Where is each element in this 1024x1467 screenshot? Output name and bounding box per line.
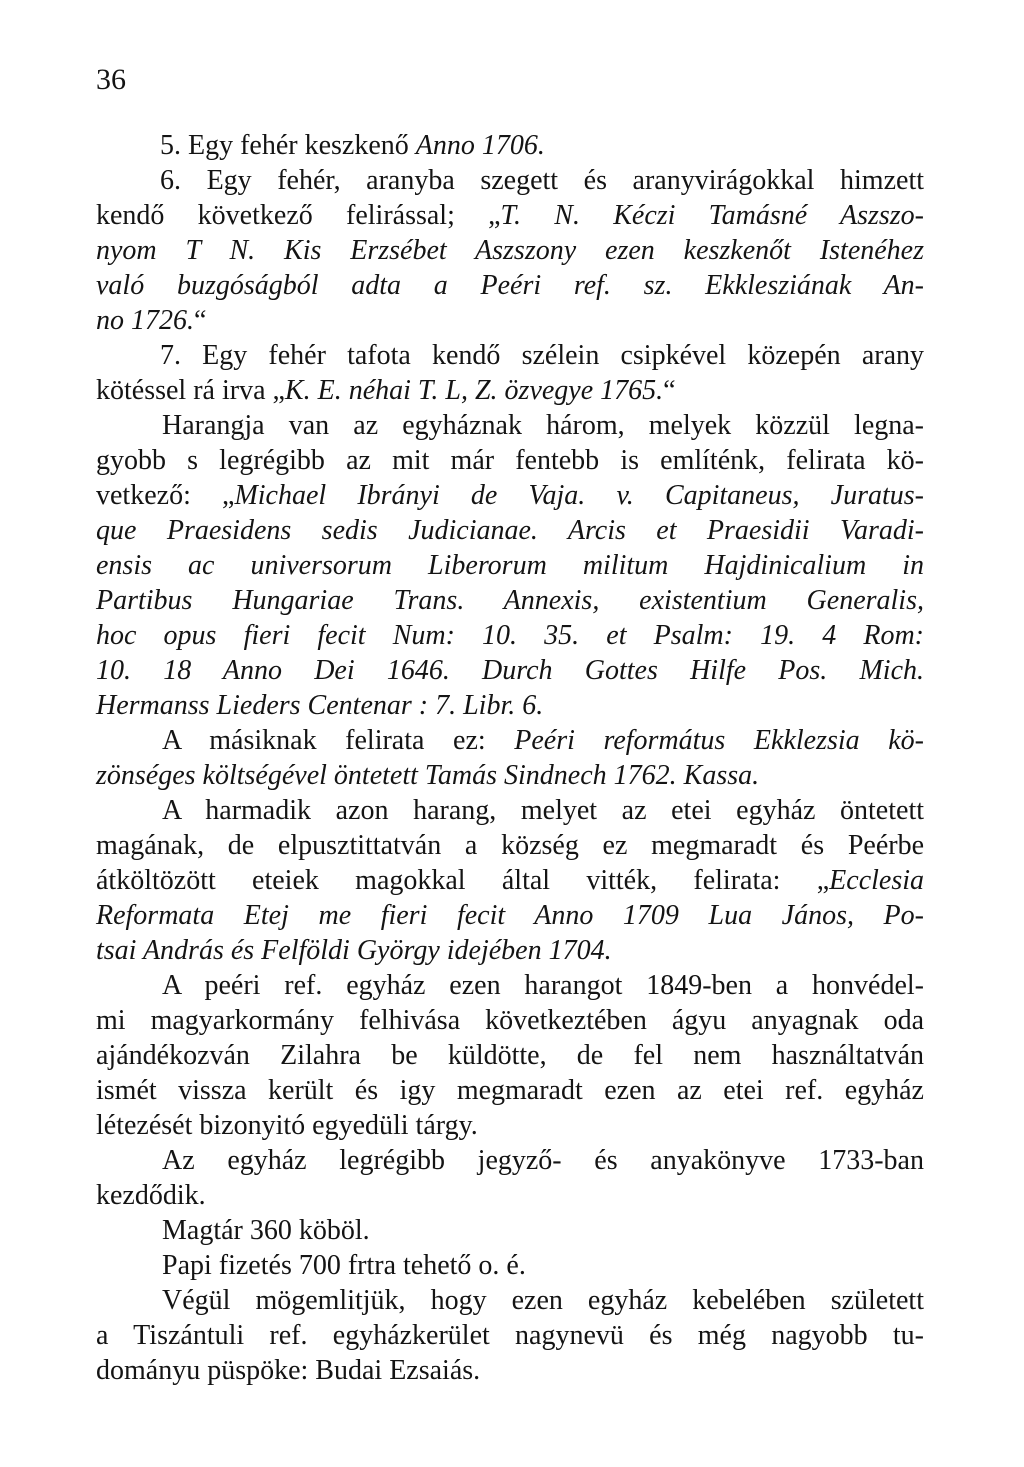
text-line — [96, 1318, 924, 1353]
italic-text: tsai András és Felföldi György idejében 1704. — [96, 935, 612, 966]
text-line — [96, 268, 924, 303]
text-line — [96, 548, 924, 583]
text-line — [96, 1003, 924, 1038]
italic-text: Partibus Hungariae Trans. Annexis, existentium Generalis, — [96, 585, 924, 616]
italic-text: Michael Ibrányi de Vaja. v. Capitaneus, Juratus- — [234, 480, 924, 511]
text-run: A peéri ref. egyház ezen harangot 1849-ben a honvédel- — [162, 970, 924, 1001]
text-line — [96, 793, 924, 828]
text-line — [96, 198, 924, 233]
text-run: gyobb s legrégibb az mit már fentebb is említénk, felirata kö- — [96, 445, 924, 476]
text-run: 5. Egy fehér keszkenő — [160, 130, 416, 161]
text-line — [96, 163, 924, 198]
text-run: A harmadik azon harang, melyet az etei egyház öntetett — [162, 795, 924, 826]
italic-text: K. E. néhai T. L, Z. özvegye 1765. — [284, 375, 664, 406]
text-run: átköltözött eteiek magokkal által vitték, felirata: „ — [96, 865, 830, 896]
text-run: kötéssel rá irva „ — [96, 375, 285, 406]
text-line — [96, 1248, 924, 1283]
italic-text: ensis ac universorum Liberorum militum Hajdinicalium in — [96, 550, 924, 581]
italic-text: no 1726. — [96, 305, 194, 336]
text-line — [96, 1073, 924, 1108]
text-run: a Tiszántuli ref. egyházkerület nagynevü és még nagyobb tu- — [96, 1320, 924, 1351]
text-run: magának, de elpusztittatván a község ez megmaradt és Peérbe — [96, 830, 924, 861]
text-line — [96, 1283, 924, 1318]
text-line — [96, 513, 924, 548]
text-line — [96, 443, 924, 478]
page-text — [96, 128, 924, 1388]
text-line — [96, 408, 924, 443]
text-run: kendő következő felirással; „ — [96, 200, 501, 231]
text-line — [96, 303, 924, 338]
text-run: A másiknak felirata ez: — [162, 725, 515, 756]
italic-text: T. N. Kéczi Tamásné Aszszo- — [500, 200, 924, 231]
italic-text: 10. 18 Anno Dei 1646. Durch Gottes Hilfe Pos. Mich. — [96, 655, 924, 686]
text-line — [96, 688, 924, 723]
text-run: kezdődik. — [96, 1180, 206, 1211]
text-line — [96, 933, 924, 968]
text-run: Magtár 360 köböl. — [162, 1215, 370, 1246]
text-line — [96, 968, 924, 1003]
text-line — [96, 723, 924, 758]
text-line — [96, 1353, 924, 1388]
italic-text: való buzgóságból adta a Peéri ref. sz. Ekklesziának An- — [96, 270, 924, 301]
italic-text: Hermanss Lieders Centenar : 7. Libr. 6. — [96, 690, 544, 721]
text-run: Harangja van az egyháznak három, melyek közzül legna- — [162, 410, 924, 441]
text-run: Végül mögemlitjük, hogy ezen egyház kebelében született — [162, 1285, 924, 1316]
text-run: 7. Egy fehér tafota kendő szélein csipkével közepén arany — [160, 340, 924, 371]
text-run: dományu püspöke: Budai Ezsaiás. — [96, 1355, 481, 1386]
text-line — [96, 1038, 924, 1073]
text-run: létezését bizonyitó egyedüli tárgy. — [96, 1110, 478, 1141]
text-line — [96, 653, 924, 688]
page-number: 36 — [96, 63, 126, 96]
text-line — [96, 1143, 924, 1178]
italic-text: zönséges költségével öntetett Tamás Sindnech 1762. Kassa. — [96, 760, 760, 791]
italic-text: que Praesidens sedis Judicianae. Arcis et Praesidii Varadi- — [96, 515, 924, 546]
text-run: ismét vissza került és igy megmaradt ezen az etei ref. egyház — [96, 1075, 924, 1106]
text-run: ajándékozván Zilahra be küldötte, de fel nem használtatván — [96, 1040, 924, 1071]
text-line — [96, 898, 924, 933]
text-line — [96, 618, 924, 653]
text-line — [96, 863, 924, 898]
text-line — [96, 1213, 924, 1248]
text-run: Az egyház legrégibb jegyző- és anyakönyve 1733-ban — [162, 1145, 924, 1176]
italic-text: nyom T N. Kis Erzsébet Aszszony ezen keszkenőt Istenéhez — [96, 235, 924, 266]
text-run: “ — [663, 375, 676, 406]
text-line — [96, 338, 924, 373]
italic-text: Anno — [415, 130, 475, 161]
text-run: “ — [194, 305, 207, 336]
text-line — [96, 1108, 924, 1143]
text-line — [96, 758, 924, 793]
italic-text: Peéri református Ekklezsia kö- — [514, 725, 925, 756]
italic-text: Ecclesia — [829, 865, 924, 896]
text-line — [96, 373, 924, 408]
text-run: 6. Egy fehér, aranyba szegett és aranyvirágokkal himzett — [160, 165, 924, 196]
italic-text: hoc opus fieri fecit Num: 10. 35. et Psalm: 19. 4 Rom: — [96, 620, 924, 651]
text-line — [96, 828, 924, 863]
text-run: vetkező: „ — [96, 480, 235, 511]
text-line — [96, 233, 924, 268]
text-line — [96, 128, 924, 163]
text-line — [96, 1178, 924, 1213]
italic-text: Reformata Etej me fieri fecit Anno 1709 Lua János, Po- — [96, 900, 924, 931]
text-run: mi magyarkormány felhivása következtében ágyu anyagnak oda — [96, 1005, 924, 1036]
text-run: Papi fizetés 700 frtra tehető o. é. — [162, 1250, 526, 1281]
text-line — [96, 478, 924, 513]
text-line — [96, 583, 924, 618]
italic-text: 1706. — [474, 130, 545, 161]
